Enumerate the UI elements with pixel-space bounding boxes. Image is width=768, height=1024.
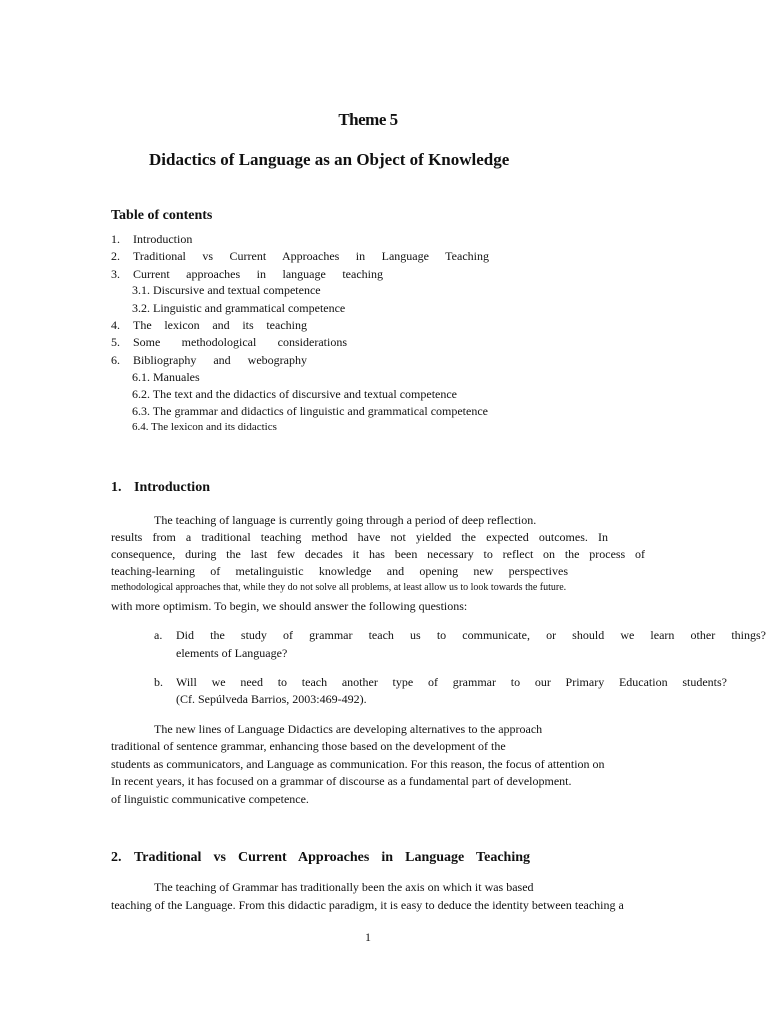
section-number: 2. — [111, 850, 122, 865]
toc-item-label: Current approaches in language teaching — [133, 267, 383, 281]
toc-item-label: Bibliography and webography — [133, 353, 307, 367]
section-number: 1. — [111, 480, 122, 495]
toc-item-label: Introduction — [133, 232, 193, 246]
toc-item-number: 5. — [111, 335, 120, 349]
toc-subitem-label: 6.2. The text and the didactics of discursive and textual competence — [132, 387, 458, 401]
paragraph-line: The teaching of Grammar has traditionally been the axis on which it was based — [154, 880, 534, 894]
toc-item-label: The lexicon and its teaching — [133, 318, 307, 332]
paragraph-line: The teaching of language is currently going through a period of deep reflection. — [154, 513, 537, 527]
paragraph-line: In recent years, it has focused on a grammar of discourse as a fundamental part of development. — [111, 774, 572, 788]
section-title: Traditional vs Current Approaches in Language Teaching — [134, 850, 530, 865]
toc-subitem-label: 6.3. The grammar and didactics of linguistic and grammatical competence — [132, 404, 488, 418]
paragraph-line: students as communicators, and Language as communication. For this reason, the focus of attention on — [111, 757, 605, 771]
document-title: Theme 5 — [338, 110, 398, 129]
paragraph-line: methodological approaches that, while they do not solve all problems, at least allow us to look towards the future. — [111, 582, 567, 593]
toc-item-number: 4. — [111, 318, 120, 332]
toc-item-number: 6. — [111, 353, 120, 367]
section-title: Introduction — [134, 480, 210, 495]
list-item-text: elements of Language? — [176, 646, 288, 660]
toc-subitem-label: 3.2. Linguistic and grammatical competence — [132, 301, 346, 315]
toc-item-number: 2. — [111, 249, 120, 263]
toc-subitem-label: 3.1. Discursive and textual competence — [132, 283, 321, 297]
toc-item-number: 1. — [111, 232, 120, 246]
paragraph-line: teaching-learning of metalinguistic knowledge and opening new perspectives — [111, 564, 568, 578]
paragraph-line: The new lines of Language Didactics are developing alternatives to the approach — [154, 722, 543, 736]
paragraph-line: consequence, during the last few decades it has been necessary to reflect on the process of — [111, 547, 645, 561]
toc-subitem-label: 6.4. The lexicon and its didactics — [132, 421, 277, 433]
list-item-text: Will we need to teach another type of grammar to our Primary Education students? — [176, 675, 727, 689]
paragraph-line: with more optimism. To begin, we should answer the following questions: — [111, 599, 468, 613]
toc-heading: Table of contents — [111, 208, 213, 223]
paragraph-line: of linguistic communicative competence. — [111, 792, 309, 806]
list-marker: b. — [154, 675, 163, 689]
paragraph-line: traditional of sentence grammar, enhancing those based on the development of the — [111, 739, 506, 753]
toc-item-number: 3. — [111, 267, 120, 281]
list-item-text: (Cf. Sepúlveda Barrios, 2003:469-492). — [176, 692, 367, 706]
list-marker: a. — [154, 628, 163, 642]
paragraph-line: results from a traditional teaching method have not yielded the expected outcomes. In — [111, 530, 608, 544]
page-number: 1 — [365, 930, 371, 944]
document-subtitle: Didactics of Language as an Object of Knowledge — [149, 150, 510, 169]
toc-item-label: Some methodological considerations — [133, 335, 347, 349]
toc-subitem-label: 6.1. Manuales — [132, 370, 200, 384]
list-item-text: Did the study of grammar teach us to communicate, or should we learn other things? — [176, 628, 766, 642]
toc-item-label: Traditional vs Current Approaches in Language Teaching — [133, 249, 489, 263]
paragraph-line: teaching of the Language. From this didactic paradigm, it is easy to deduce the identity between teaching a — [111, 898, 624, 912]
